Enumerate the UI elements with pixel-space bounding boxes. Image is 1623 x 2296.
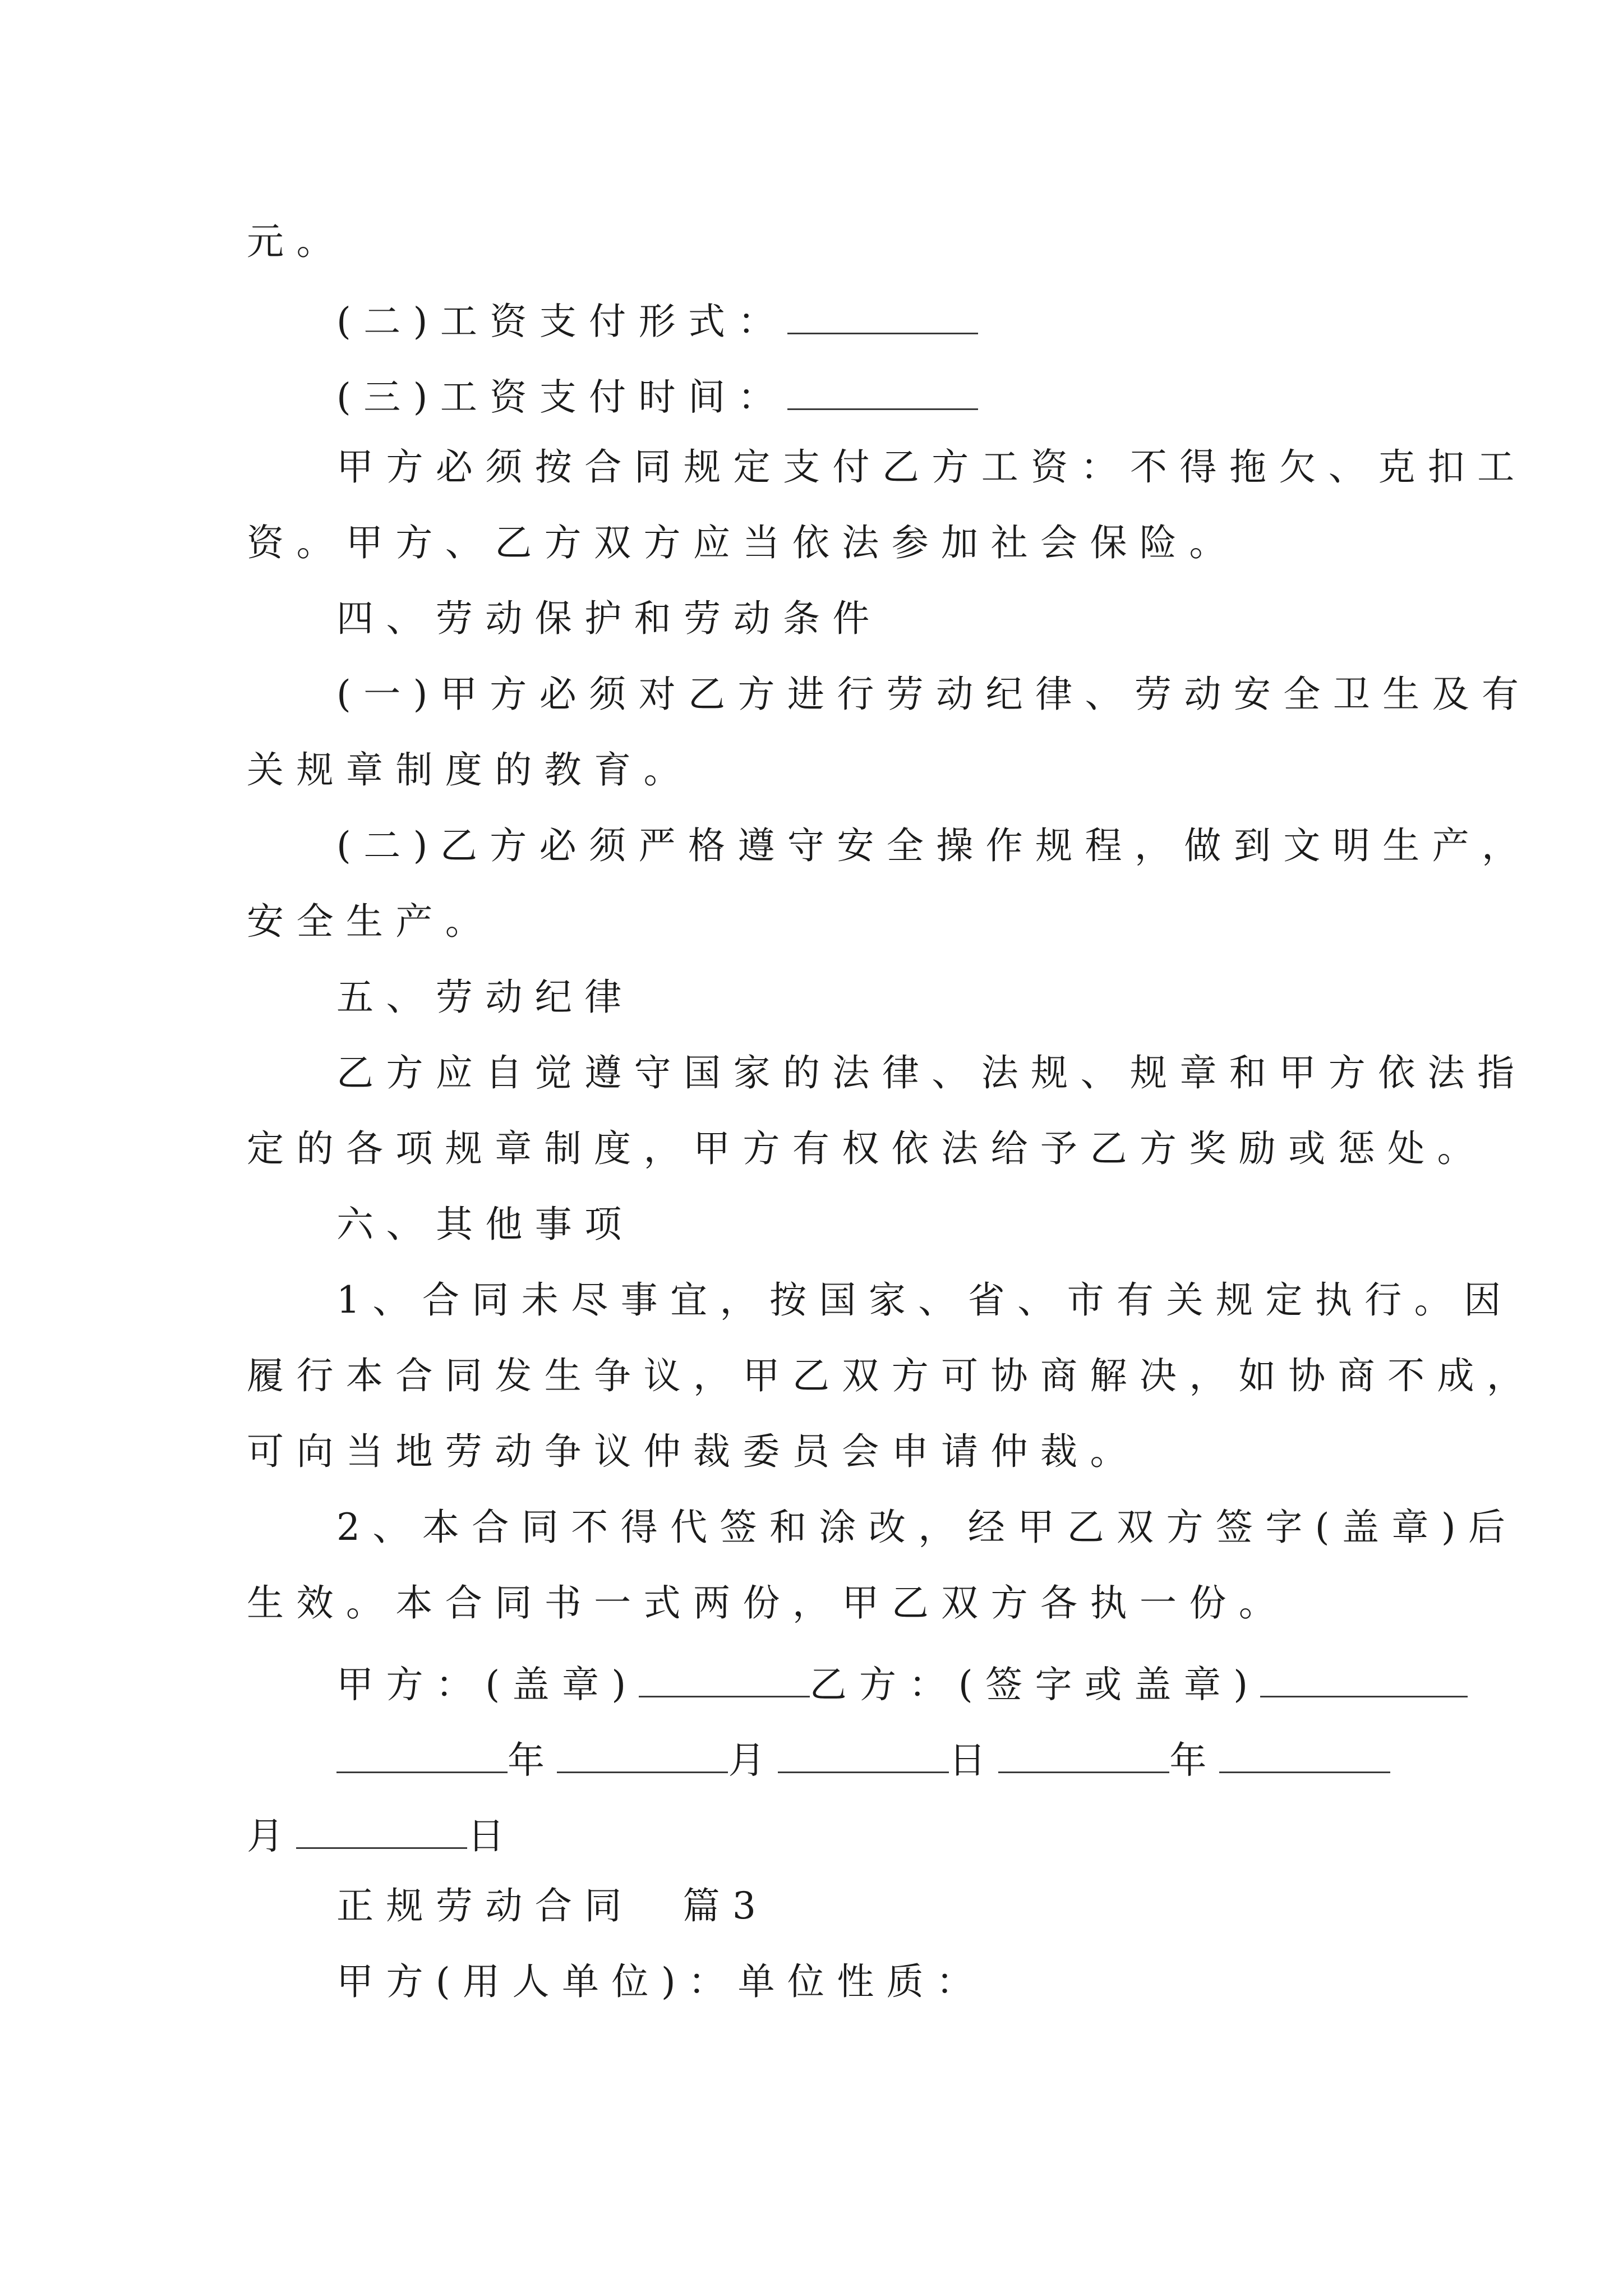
fill-blank[interactable] — [296, 1812, 467, 1849]
party-b-blank[interactable] — [1260, 1660, 1468, 1697]
text-line: 履行本合同发生争议，甲乙双方可协商解决，如协商不成， — [247, 1354, 1537, 1397]
date-line — [336, 1736, 1390, 1782]
text-line: 乙方应自觉遵守国家的法律、法规、规章和甲方依法指 — [336, 1051, 1527, 1094]
text-line: 可向当地劳动争议仲裁委员会申请仲裁。 — [247, 1430, 1140, 1473]
party-b-label: 乙方：(签字或盖章) — [809, 1663, 1261, 1706]
day-label: 日 — [948, 1738, 999, 1782]
fill-blank[interactable] — [778, 1736, 949, 1773]
text-line: (二)乙方必须严格遵守安全操作规程，做到文明生产， — [336, 824, 1532, 867]
party-a-blank[interactable] — [639, 1660, 810, 1697]
text-line: 甲方必须按合同规定支付乙方工资：不得拖欠、克扣工 — [336, 445, 1527, 489]
text-line: 元。 — [247, 220, 346, 263]
text-line: 2、本合同不得代签和涂改，经甲乙双方签字(盖章)后 — [336, 1506, 1518, 1549]
text-line: 资。甲方、乙方双方应当依法参加社会保险。 — [247, 521, 1239, 564]
year-label: 年 — [508, 1738, 557, 1782]
day-label: 日 — [467, 1814, 517, 1858]
month-label: 月 — [247, 1814, 297, 1858]
text-line: (一)甲方必须对乙方进行劳动纪律、劳动安全卫生及有 — [336, 673, 1532, 716]
employer-line: 甲方(用人单位)：单位性质： — [336, 1960, 986, 2003]
text-line: 安全生产。 — [247, 900, 495, 943]
text-line: 1、合同未尽事宜，按国家、省、市有关规定执行。因 — [336, 1278, 1514, 1322]
date-line-continued — [247, 1812, 517, 1858]
fill-blank[interactable] — [787, 297, 978, 334]
section-heading: 四、劳动保护和劳动条件 — [336, 597, 882, 640]
section-heading: 五、劳动纪律 — [336, 976, 634, 1019]
text-line: 生效。本合同书一式两份，甲乙双方各执一份。 — [247, 1581, 1289, 1625]
fill-blank[interactable] — [336, 1736, 508, 1773]
text-line: 定的各项规章制度，甲方有权依法给予乙方奖励或惩处。 — [247, 1127, 1487, 1170]
text-line: 关规章制度的教育。 — [247, 748, 693, 792]
payment-method-line: (二)工资支付形式： — [336, 297, 978, 341]
fill-blank[interactable] — [998, 1736, 1169, 1773]
fill-blank[interactable] — [1219, 1736, 1390, 1773]
party-a-label: 甲方：(盖章) — [336, 1663, 639, 1706]
section-title: 正规劳动合同 篇3 — [336, 1884, 769, 1927]
section-heading: 六、其他事项 — [336, 1203, 634, 1246]
payment-time-line: (三)工资支付时间： — [336, 373, 978, 416]
signature-line — [336, 1660, 1468, 1704]
month-label: 月 — [728, 1738, 778, 1782]
year-label: 年 — [1169, 1738, 1219, 1782]
fill-blank[interactable] — [557, 1736, 728, 1773]
fill-blank[interactable] — [787, 373, 978, 410]
